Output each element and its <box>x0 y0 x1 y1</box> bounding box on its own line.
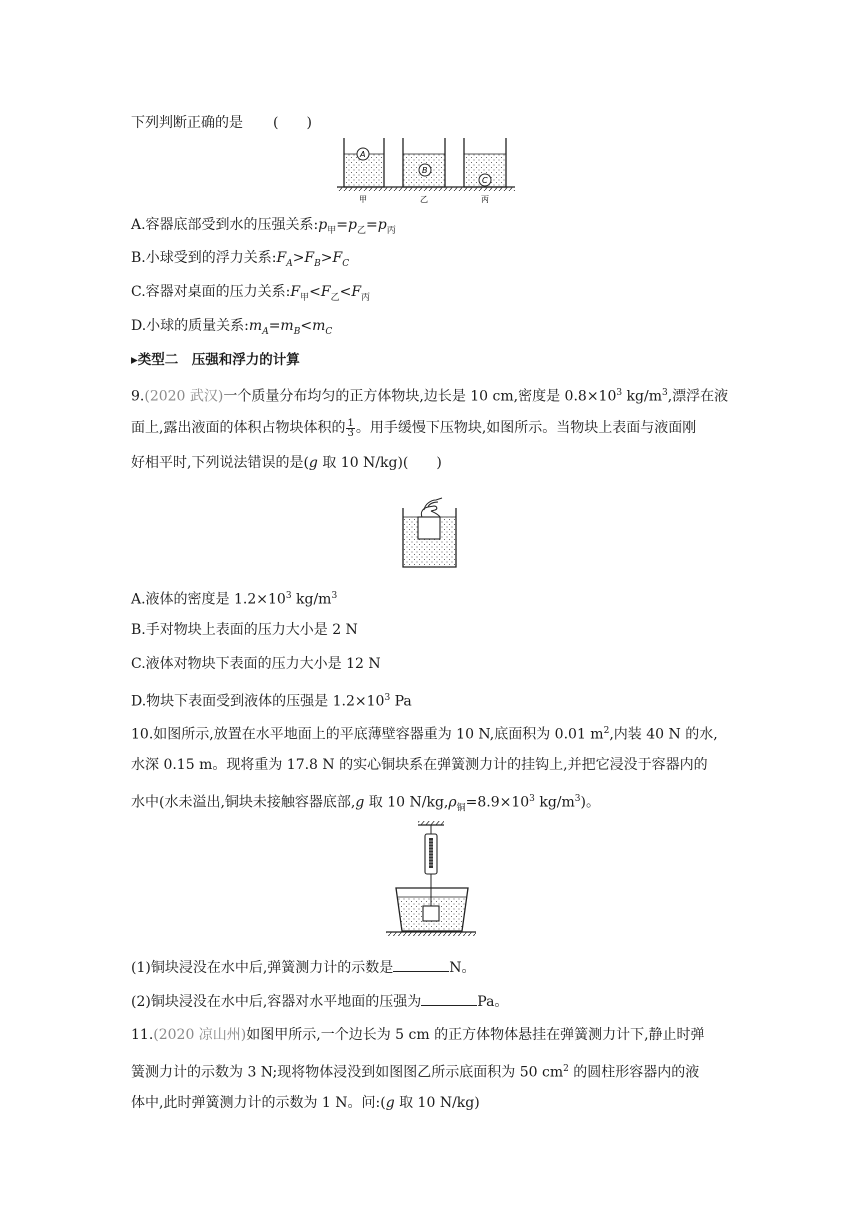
q9-option-d: D.物块下表面受到液体的压强是 $1.2\times 10^3$ Pa <box>131 693 412 710</box>
q11-line-3: 体中,此时弹簧测力计的示数为 1 N。问:(g 取 10 N/kg) <box>131 1095 480 1111</box>
fraction-one-third: $\frac{1}{3}$ <box>347 417 354 439</box>
q9-line-2: 面上,露出液面的体积占物块体积的 $\frac{1}{3}$ 。用手缓慢下压物块,如图所示。当物块上表面与液面刚 <box>131 417 697 439</box>
q8-figure-containers <box>335 136 520 206</box>
floating-block <box>418 517 440 539</box>
answer-paren: ( ) <box>273 115 312 131</box>
section-heading: ▸类型二 压强和浮力的计算 <box>131 352 300 368</box>
ball-label-b: B <box>422 166 428 175</box>
q9-source: (2020 武汉) <box>144 388 224 405</box>
q10-line-1: 10.如图所示,放置在水平地面上的平底薄壁容器重为 10 N,底面积为 0.01 $m^2$,内装 40 N 的水, <box>131 726 718 743</box>
copper-block <box>423 906 439 921</box>
q10-sub-1: (1)铜块浸没在水中后,弹簧测力计的示数是 N。 <box>131 957 476 978</box>
container-label-jia: 甲 <box>359 195 367 204</box>
q10-line-2: 水深 0.15 m。现将重为 17.8 N 的实心铜块系在弹簧测力计的挂钩上,并把它浸没于容器内的 <box>131 757 708 773</box>
q9-line-3: 好相平时,下列说法错误的是(g 取 10 N/kg)( ) <box>131 455 442 471</box>
container-label-yi: 乙 <box>420 195 428 204</box>
q8-stem: 下列判断正确的是 ( ) <box>131 115 312 131</box>
q8-option-d: D.小球的质量关系$:m_A=m_B<m_C$ <box>131 318 333 337</box>
q8-option-b: B.小球受到的浮力关系$:F_A>F_B>F_C$ <box>131 250 350 269</box>
ball-label-a: A <box>360 150 366 159</box>
q10-line-3: 水中(水未溢出,铜块未接触容器底部,g 取 10 $N/kg,\rho_铜=8.9\times 10^3$ $kg/m^3$)。 <box>131 794 600 814</box>
q8-option-a: A.容器底部受到水的压强关系$:p_甲=p_乙=p_丙$ <box>131 217 396 236</box>
q11-source: (2020 凉山州) <box>153 1027 247 1043</box>
q9-line-1: 9.(2020 武汉)一个质量分布均匀的正方体物块,边长是 10 cm,密度是 $0.8\times 10^3$ $kg/m^3$,漂浮在液 <box>131 388 729 405</box>
q9-figure-hand-block <box>398 488 462 572</box>
q11-line-2: 簧测力计的示数为 3 N;现将物体浸没到如图图乙所示底面积为 50 $cm^2$ 的圆柱形容器内的液 <box>131 1064 700 1081</box>
q9-option-a: A.液体的密度是 $1.2\times 10^3$ $kg/m^3$ <box>131 591 338 608</box>
q10-figure-spring-scale <box>380 820 480 942</box>
triangle-marker-icon: ▸ <box>131 352 138 368</box>
q9-option-b: B.手对物块上表面的压力大小是 2 N <box>131 622 358 638</box>
hand-icon <box>421 498 442 517</box>
container-label-bing: 丙 <box>481 195 489 204</box>
q10-sub-2: (2)铜块浸没在水中后,容器对水平地面的压强为 Pa。 <box>131 991 508 1012</box>
answer-blank-2[interactable] <box>421 991 477 1006</box>
answer-blank-1[interactable] <box>393 957 449 972</box>
ball-label-c: C <box>482 176 488 185</box>
q8-option-c: C.容器对桌面的压力关系$:F_甲<F_乙<F_丙$ <box>131 284 371 303</box>
q9-option-c: C.液体对物块下表面的压力大小是 12 N <box>131 656 381 672</box>
q11-line-1: 11.(2020 凉山州)如图甲所示,一个边长为 5 cm 的正方体物体悬挂在弹簧测力计下,静止时弹 <box>131 1027 705 1043</box>
